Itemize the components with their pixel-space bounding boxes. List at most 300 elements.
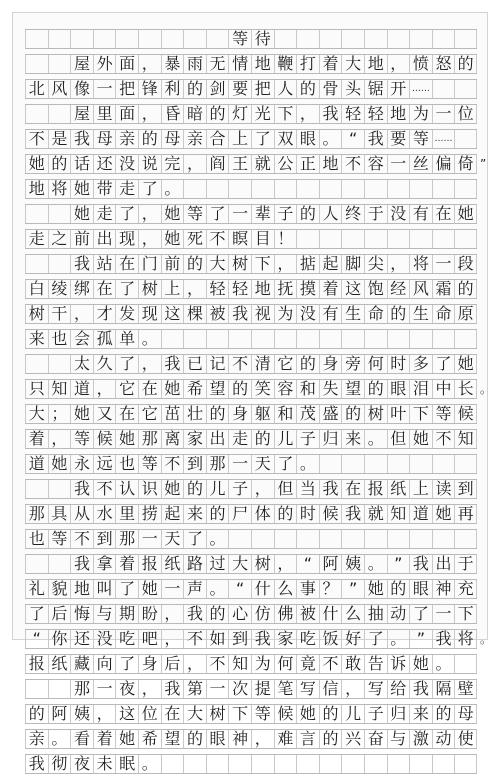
essay-line	[25, 654, 477, 674]
char-cell: 风	[48, 80, 71, 98]
char-cell: 打	[296, 55, 319, 73]
char-cell: 佛	[274, 605, 297, 623]
char-cell: 正	[296, 155, 319, 173]
char-cell: 像	[70, 80, 93, 98]
char-cell: 死	[183, 230, 206, 248]
char-cell: 壁	[454, 680, 477, 698]
char-cell: 过	[206, 555, 229, 573]
char-cell	[409, 455, 432, 473]
char-cell: 了	[115, 355, 138, 373]
char-cell: 具	[48, 505, 71, 523]
char-cell: 她	[432, 505, 455, 523]
char-cell: 头	[341, 80, 364, 98]
essay-line	[25, 279, 477, 299]
char-cell: 她	[161, 380, 184, 398]
char-cell	[409, 230, 432, 248]
char-cell: 。	[206, 530, 229, 548]
char-cell: 于	[364, 205, 387, 223]
char-cell: 剑	[206, 80, 229, 98]
essay-line	[25, 404, 477, 424]
char-cell: 的	[48, 155, 71, 173]
char-cell: 茂	[296, 405, 319, 423]
char-cell: 外	[93, 55, 116, 73]
char-cell: 离	[161, 430, 184, 448]
char-cell: 锋	[138, 80, 161, 98]
char-cell: 仿	[251, 605, 274, 623]
char-cell: 在	[93, 280, 116, 298]
char-cell	[454, 755, 477, 773]
char-cell: 不	[183, 630, 206, 648]
char-cell: 现	[138, 305, 161, 323]
char-cell: 没	[115, 155, 138, 173]
char-cell: 望	[161, 730, 184, 748]
char-cell: 她	[454, 205, 477, 223]
char-cell: 亲	[25, 730, 48, 748]
char-cell: 叫	[93, 580, 116, 598]
char-cell: 下	[409, 405, 432, 423]
char-cell: 笑	[251, 380, 274, 398]
char-cell: 从	[70, 505, 93, 523]
char-cell: 树	[364, 405, 387, 423]
char-cell: 诉	[387, 655, 410, 673]
char-cell: 水	[93, 505, 116, 523]
char-cell: 夜	[115, 680, 138, 698]
char-cell: 等	[432, 405, 455, 423]
char-cell: 她	[454, 355, 477, 373]
essay-line	[25, 679, 477, 699]
char-cell: 大	[183, 705, 206, 723]
char-cell: “	[341, 130, 364, 148]
char-cell: 里	[93, 105, 116, 123]
char-cell: 路	[183, 555, 206, 573]
char-cell: 孤	[93, 330, 116, 348]
char-cell	[387, 230, 410, 248]
char-cell: 望	[206, 380, 229, 398]
char-cell: 未	[93, 755, 116, 773]
char-cell: 为	[409, 105, 432, 123]
char-cell: 躯	[251, 405, 274, 423]
char-cell: 等	[183, 205, 206, 223]
char-cell	[432, 755, 455, 773]
char-cell	[454, 230, 477, 248]
char-cell: 提	[251, 680, 274, 698]
char-cell	[183, 755, 206, 773]
char-cell: 但	[274, 480, 297, 498]
char-cell: 了	[115, 655, 138, 673]
char-cell: 风	[409, 280, 432, 298]
char-cell	[206, 330, 229, 348]
char-cell: 锯	[364, 80, 387, 98]
char-cell: 来	[341, 430, 364, 448]
char-cell: 树	[251, 555, 274, 573]
char-cell: 前	[161, 255, 184, 273]
essay-line	[25, 54, 477, 74]
char-cell: 清	[251, 355, 274, 373]
char-cell: 了	[251, 130, 274, 148]
char-cell: 她	[161, 480, 184, 498]
char-cell: 树	[206, 705, 229, 723]
char-cell	[319, 755, 342, 773]
char-cell: 脚	[341, 255, 364, 273]
char-cell: 光	[251, 105, 274, 123]
char-cell: ，	[161, 630, 184, 648]
char-cell: 天	[251, 455, 274, 473]
char-cell: 的	[274, 505, 297, 523]
char-cell: 壮	[183, 405, 206, 423]
char-cell: 才	[93, 305, 116, 323]
char-cell: 阎	[206, 155, 229, 173]
char-cell: 不	[432, 430, 455, 448]
char-cell: 无	[206, 55, 229, 73]
char-cell: 希	[183, 380, 206, 398]
char-cell: 上	[409, 480, 432, 498]
essay-line	[25, 79, 477, 99]
char-cell: 就	[364, 505, 387, 523]
essay-line	[25, 729, 477, 749]
char-cell: 位	[454, 105, 477, 123]
char-cell: 单	[115, 330, 138, 348]
char-cell: 雨	[183, 55, 206, 73]
char-cell: 眼	[296, 130, 319, 148]
char-cell: 她	[161, 205, 184, 223]
title-row	[25, 29, 477, 49]
char-cell: 轻	[228, 280, 251, 298]
char-cell: 的	[25, 705, 48, 723]
essay-line	[25, 454, 477, 474]
margin-punctuation: ”	[480, 157, 487, 171]
char-cell: 向	[93, 655, 116, 673]
char-cell	[454, 80, 477, 98]
char-cell	[364, 755, 387, 773]
char-cell: 要	[228, 80, 251, 98]
char-cell	[432, 530, 455, 548]
char-cell: 被	[206, 305, 229, 323]
char-cell: 为	[251, 655, 274, 673]
char-cell	[274, 755, 297, 773]
char-cell: 好	[341, 630, 364, 648]
char-cell: 白	[25, 280, 48, 298]
char-cell	[48, 480, 71, 498]
char-cell: 吃	[296, 630, 319, 648]
char-cell: 尖	[364, 255, 387, 273]
char-cell	[454, 330, 477, 348]
char-cell: 她	[409, 430, 432, 448]
char-cell: 子	[296, 430, 319, 448]
char-cell: 的	[183, 80, 206, 98]
char-cell: 我	[341, 505, 364, 523]
char-cell: 失	[319, 380, 342, 398]
char-cell: 大	[228, 555, 251, 573]
char-cell: 吃	[115, 630, 138, 648]
char-cell: 起	[319, 255, 342, 273]
essay-line	[25, 354, 477, 374]
char-cell: 面	[115, 55, 138, 73]
char-cell: 归	[387, 705, 410, 723]
essay-line	[25, 504, 477, 524]
char-cell	[183, 330, 206, 348]
char-cell	[206, 180, 229, 198]
char-cell: 有	[409, 205, 432, 223]
char-cell	[228, 755, 251, 773]
char-cell: ，	[138, 55, 161, 73]
char-cell: 阿	[319, 555, 342, 573]
char-cell	[387, 180, 410, 198]
char-cell: 等	[251, 705, 274, 723]
char-cell: 希	[138, 730, 161, 748]
char-cell: 。	[138, 330, 161, 348]
char-cell: 。	[319, 130, 342, 148]
char-cell	[296, 180, 319, 198]
char-cell: 亲	[115, 130, 138, 148]
char-cell	[341, 330, 364, 348]
char-cell: 的	[183, 730, 206, 748]
char-cell: ，	[138, 230, 161, 248]
char-cell: 着	[93, 730, 116, 748]
char-cell: 说	[138, 155, 161, 173]
char-cell: 拿	[93, 555, 116, 573]
char-cell: 王	[228, 155, 251, 173]
char-cell: ，	[274, 555, 297, 573]
essay-line	[25, 529, 477, 549]
char-cell: ，	[387, 55, 410, 73]
char-cell: 的	[251, 430, 274, 448]
char-cell: 。	[432, 655, 455, 673]
char-cell: 被	[296, 605, 319, 623]
char-cell: 家	[274, 630, 297, 648]
char-cell	[251, 530, 274, 548]
char-cell: 久	[93, 355, 116, 373]
char-cell: 我	[364, 130, 387, 148]
char-cell: 着	[25, 430, 48, 448]
char-cell: 站	[93, 255, 116, 273]
char-cell: 已	[183, 355, 206, 373]
char-cell	[387, 530, 410, 548]
char-cell: ，	[138, 205, 161, 223]
char-cell: ，	[183, 280, 206, 298]
char-cell: 身	[138, 655, 161, 673]
char-cell: 候	[93, 430, 116, 448]
char-cell: 。	[364, 430, 387, 448]
char-cell: 纸	[161, 555, 184, 573]
char-cell: 阿	[48, 705, 71, 723]
char-cell	[364, 330, 387, 348]
char-cell: 下	[251, 255, 274, 273]
char-cell: 她	[70, 180, 93, 198]
char-cell: 我	[228, 305, 251, 323]
char-cell: 报	[138, 555, 161, 573]
char-cell: 生	[409, 305, 432, 323]
char-cell: 我	[161, 355, 184, 373]
char-cell	[432, 230, 455, 248]
char-cell: 摸	[296, 280, 319, 298]
char-cell	[341, 455, 364, 473]
essay-line	[25, 329, 477, 349]
char-cell	[161, 330, 184, 348]
char-cell: 着	[319, 280, 342, 298]
title-char-cell	[296, 30, 319, 48]
char-cell: 归	[319, 430, 342, 448]
char-cell: 母	[161, 130, 184, 148]
char-cell: 眼	[409, 580, 432, 598]
char-cell	[319, 230, 342, 248]
char-cell: 母	[454, 705, 477, 723]
char-cell: 要	[387, 130, 410, 148]
char-cell: 但	[387, 430, 410, 448]
char-cell	[274, 330, 297, 348]
char-cell: 太	[70, 355, 93, 373]
char-cell: 不	[341, 155, 364, 173]
char-cell: 旁	[341, 355, 364, 373]
char-cell: 竟	[296, 655, 319, 673]
char-cell: 眠	[115, 755, 138, 773]
essay-line	[25, 204, 477, 224]
char-cell	[364, 530, 387, 548]
char-cell: ，	[138, 680, 161, 698]
char-cell	[206, 755, 229, 773]
char-cell: 下	[274, 105, 297, 123]
char-cell	[25, 480, 48, 498]
char-cell	[387, 755, 410, 773]
char-cell: 尸	[228, 505, 251, 523]
char-cell	[454, 655, 477, 673]
char-cell: 告	[364, 655, 387, 673]
char-cell: 她	[70, 205, 93, 223]
char-cell: 把	[251, 80, 274, 98]
char-cell: 抚	[274, 280, 297, 298]
char-cell: 地	[364, 55, 387, 73]
char-cell: 在	[341, 480, 364, 498]
char-cell: 轻	[364, 105, 387, 123]
title-char-cell	[364, 30, 387, 48]
char-cell: 奋	[364, 730, 387, 748]
char-cell: 不	[206, 230, 229, 248]
char-cell: 期	[115, 605, 138, 623]
char-cell: ……	[409, 80, 432, 98]
char-cell: 的	[319, 730, 342, 748]
char-cell: 我	[183, 605, 206, 623]
char-cell: 她	[25, 155, 48, 173]
char-cell: 的	[296, 205, 319, 223]
char-cell	[228, 530, 251, 548]
char-cell: 。	[387, 630, 410, 648]
char-cell: 与	[387, 730, 410, 748]
char-cell: 。	[161, 180, 184, 198]
char-cell: 那	[25, 505, 48, 523]
char-cell: 完	[161, 155, 184, 173]
char-cell: 道	[25, 455, 48, 473]
char-cell: 的	[432, 705, 455, 723]
char-cell: 读	[432, 480, 455, 498]
char-cell: 等	[70, 430, 93, 448]
char-cell: 茁	[161, 405, 184, 423]
essay-line	[25, 104, 477, 124]
title-char-cell	[48, 30, 71, 48]
title-char-cell: 待	[251, 30, 274, 48]
char-cell	[319, 330, 342, 348]
char-cell: “	[296, 555, 319, 573]
char-cell: 天	[161, 530, 184, 548]
char-cell: 事	[296, 580, 319, 598]
char-cell: 悔	[70, 605, 93, 623]
char-cell: 不	[70, 530, 93, 548]
char-cell: ，	[183, 155, 206, 173]
char-cell: 把	[115, 80, 138, 98]
essay-line	[25, 304, 477, 324]
character-grid	[25, 29, 493, 779]
char-cell: 命	[432, 305, 455, 323]
char-cell: 利	[161, 80, 184, 98]
char-cell: 。	[206, 580, 229, 598]
char-cell	[454, 180, 477, 198]
char-cell: 时	[296, 505, 319, 523]
composition-paper	[12, 12, 493, 773]
char-cell: 将	[454, 630, 477, 648]
char-cell: 了	[25, 605, 48, 623]
char-cell: 灯	[228, 105, 251, 123]
char-cell: 地	[70, 580, 93, 598]
char-cell: 我	[319, 480, 342, 498]
char-cell	[432, 455, 455, 473]
char-cell: ”	[387, 555, 410, 573]
char-cell: 地	[25, 180, 48, 198]
char-cell: 暗	[183, 105, 206, 123]
char-cell: 命	[364, 305, 387, 323]
char-cell: ；	[48, 405, 71, 423]
char-cell: 道	[70, 380, 93, 398]
char-cell: 何	[274, 655, 297, 673]
char-cell: 盼	[138, 605, 161, 623]
char-cell: 到	[454, 480, 477, 498]
char-cell: 双	[274, 130, 297, 148]
essay-line	[25, 554, 477, 574]
char-cell: ”	[341, 580, 364, 598]
char-cell: 的	[296, 355, 319, 373]
char-cell: 的	[206, 505, 229, 523]
char-cell: 貌	[48, 580, 71, 598]
char-cell: 身	[228, 405, 251, 423]
char-cell: 这	[115, 705, 138, 723]
char-cell: 次	[228, 680, 251, 698]
char-cell: 在	[138, 380, 161, 398]
char-cell	[274, 180, 297, 198]
char-cell: 身	[319, 355, 342, 373]
char-cell: 不	[25, 130, 48, 148]
char-cell: 了	[183, 530, 206, 548]
char-cell: ，	[387, 255, 410, 273]
char-cell: ，	[296, 105, 319, 123]
char-cell: 再	[454, 505, 477, 523]
char-cell: 树	[228, 255, 251, 273]
char-cell: 何	[364, 355, 387, 373]
char-cell: 动	[432, 730, 455, 748]
char-cell: 记	[206, 355, 229, 373]
char-cell	[319, 530, 342, 548]
char-cell: 面	[115, 105, 138, 123]
margin-punctuation: 。	[480, 382, 493, 396]
title-char-cell	[409, 30, 432, 48]
char-cell: 我	[409, 555, 432, 573]
title-char-cell	[432, 30, 455, 48]
char-cell: 后	[48, 605, 71, 623]
char-cell	[432, 180, 455, 198]
char-cell: 掂	[296, 255, 319, 273]
char-cell: ？	[319, 580, 342, 598]
char-cell: 远	[93, 455, 116, 473]
char-cell: “	[228, 580, 251, 598]
char-cell: 姨	[70, 705, 93, 723]
char-cell: 之	[48, 230, 71, 248]
char-cell: 眼	[387, 380, 410, 398]
